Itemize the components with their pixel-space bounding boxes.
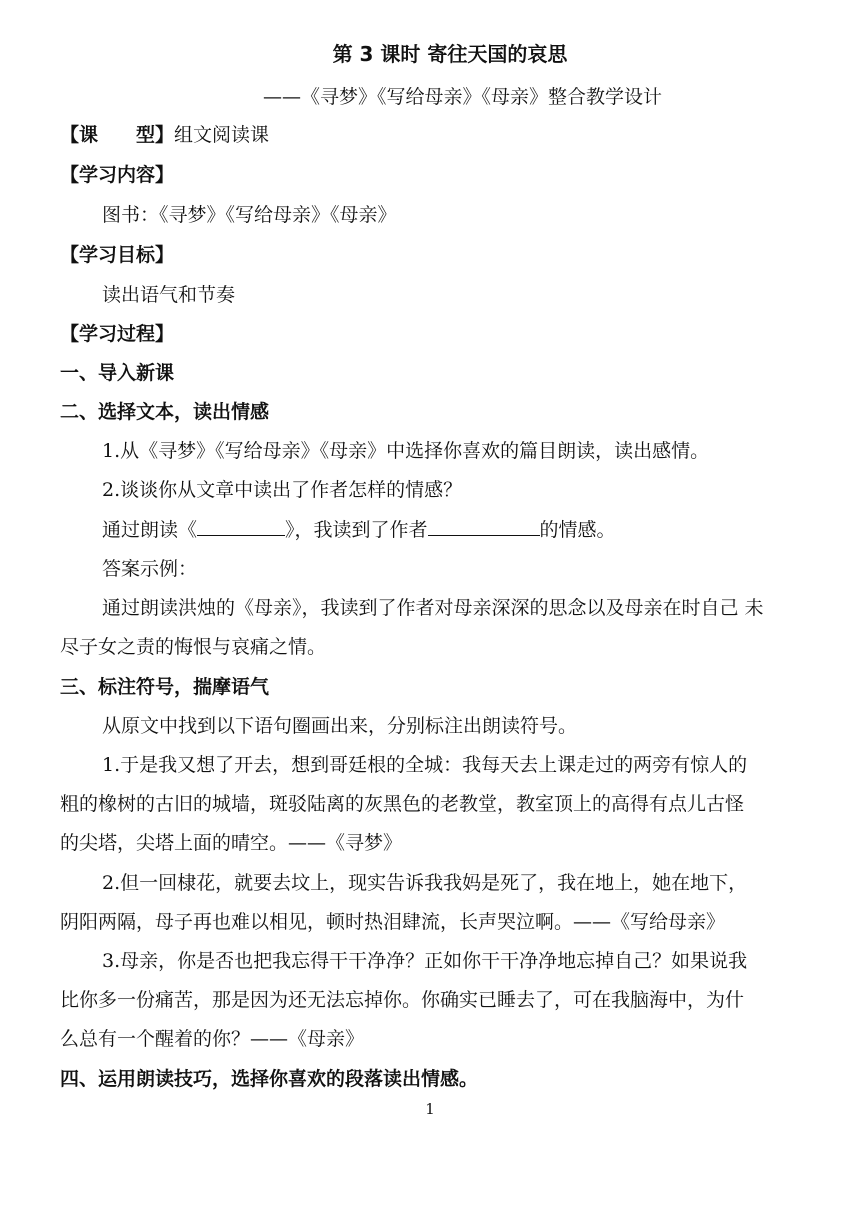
question3-line-1: 3.母亲，你是否也把我忘得干干净净？正如你干干净净地忘掉自己？如果说我	[102, 950, 748, 972]
question1-line-3: 的尖塔，尖塔上面的晴空。——《寻梦》	[60, 832, 403, 854]
answer-line-2: 尽子女之责的悔恨与哀痛之情。	[60, 636, 327, 658]
section2-item2: 2.谈谈你从文章中读出了作者怎样的情感？	[102, 479, 463, 501]
lesson-type-row	[60, 120, 269, 147]
section3-heading: 三、标注符号，揣摩语气	[60, 676, 270, 698]
question1-line-2: 粗的橡树的古旧的城墙，斑驳陆离的灰黑色的老教堂，教室顶上的高得有点儿古怪	[60, 793, 745, 815]
section2-heading: 二、选择文本，读出情感	[60, 401, 270, 423]
section3-intro: 从原文中找到以下语句圈画出来，分别标注出朗读符号。	[102, 715, 578, 737]
content-label: 【学习内容】	[60, 164, 175, 186]
fill-part-c: 的情感。	[539, 519, 616, 541]
fill-in-sentence	[102, 515, 616, 542]
section2-item1: 1.从《寻梦》《写给母亲》《母亲》中选择你喜欢的篇目朗读，读出感情。	[102, 440, 710, 462]
fill-part-b: 》，我读到了作者	[285, 519, 428, 541]
section4-heading: 四、运用朗读技巧，选择你喜欢的段落读出情感。	[60, 1068, 479, 1090]
answer-line-1: 通过朗读洪烛的《母亲》，我读到了作者对母亲深深的思念以及母亲在时自己 未	[102, 597, 764, 619]
question2-line-2: 阴阳两隔，母子再也难以相见，顿时热泪肆流，长声哭泣啊。——《写给母亲》	[60, 911, 726, 933]
process-label: 【学习过程】	[60, 323, 175, 345]
question1-line-1: 1.于是我又想了开去，想到哥廷根的全城：我每天去上课走过的两旁有惊人的	[102, 754, 748, 776]
blank-emotion[interactable]	[428, 534, 540, 536]
fill-part-a: 通过朗读《	[102, 519, 198, 541]
goal-text: 读出语气和节奏	[102, 284, 236, 306]
question3-line-2: 比你多一份痛苦，那是因为还无法忘掉你。你确实已睡去了，可在我脑海中，为什	[60, 989, 745, 1011]
section1-heading: 一、导入新课	[60, 362, 175, 384]
answer-label: 答案示例：	[102, 558, 198, 580]
lesson-subtitle: ——《寻梦》《写给母亲》《母亲》整合教学设计	[262, 86, 662, 108]
content-text: 图书：《寻梦》《写给母亲》《母亲》	[102, 204, 397, 226]
page-number: 1	[425, 1100, 435, 1118]
question2-line-1: 2.但一回棣花，就要去坟上，现实告诉我我妈是死了，我在地上，她在地下，	[102, 872, 748, 894]
goal-label: 【学习目标】	[60, 244, 175, 266]
question3-line-3: 么总有一个醒着的你？——《母亲》	[60, 1028, 365, 1050]
lesson-type-label: 【课 型】	[60, 124, 175, 146]
blank-title[interactable]	[197, 534, 285, 536]
lesson-title: 第 3 课时 寄往天国的哀思	[332, 42, 568, 66]
lesson-type-value: 组文阅读课	[174, 124, 270, 146]
